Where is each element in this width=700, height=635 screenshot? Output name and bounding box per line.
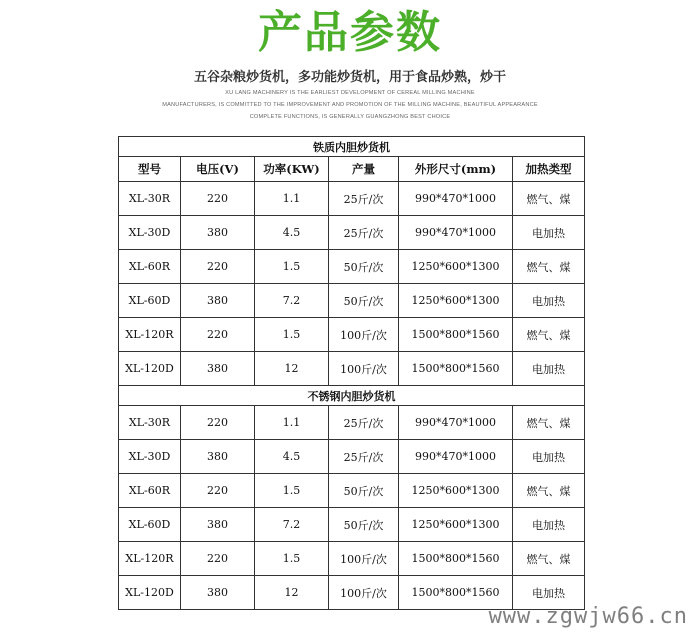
table-cell: 电加热 bbox=[513, 508, 585, 542]
table-cell: 电加热 bbox=[513, 216, 585, 250]
table-cell: 50斤/次 bbox=[329, 284, 399, 318]
table-cell: 电加热 bbox=[513, 284, 585, 318]
table-cell: 燃气、煤 bbox=[513, 474, 585, 508]
table-cell: 100斤/次 bbox=[329, 318, 399, 352]
table-cell: 380 bbox=[181, 508, 255, 542]
table-cell: 电加热 bbox=[513, 352, 585, 386]
table-row bbox=[119, 284, 585, 318]
header-row bbox=[119, 157, 585, 182]
table-cell: 220 bbox=[181, 406, 255, 440]
table-cell: 1250*600*1300 bbox=[399, 474, 513, 508]
table-cell: 电加热 bbox=[513, 576, 585, 610]
column-header: 外形尺寸(mm) bbox=[399, 157, 513, 182]
table-cell: 50斤/次 bbox=[329, 250, 399, 284]
table-cell: XL-60D bbox=[119, 284, 181, 318]
table-cell: 25斤/次 bbox=[329, 182, 399, 216]
table-cell: XL-30R bbox=[119, 182, 181, 216]
table-cell: 100斤/次 bbox=[329, 352, 399, 386]
column-header: 电压(V) bbox=[181, 157, 255, 182]
table-cell: 25斤/次 bbox=[329, 216, 399, 250]
table-cell: 990*470*1000 bbox=[399, 216, 513, 250]
table-cell: 50斤/次 bbox=[329, 474, 399, 508]
table-row bbox=[119, 508, 585, 542]
table-cell: 燃气、煤 bbox=[513, 182, 585, 216]
table-cell: XL-60R bbox=[119, 250, 181, 284]
english-line-2: MANUFACTURERS, IS COMMITTED TO THE IMPROVEMENT AND PROMOTION OF THE MILLING MACHINE, BEAUTIFUL APPEARANCE bbox=[162, 102, 538, 108]
table-row bbox=[119, 250, 585, 284]
column-header: 产量 bbox=[329, 157, 399, 182]
table-cell: 220 bbox=[181, 542, 255, 576]
table-cell: 25斤/次 bbox=[329, 440, 399, 474]
table-cell: 990*470*1000 bbox=[399, 440, 513, 474]
page-title: 产品参数 bbox=[258, 7, 442, 58]
table-row bbox=[119, 352, 585, 386]
section-title: 不锈钢内胆炒货机 bbox=[119, 386, 585, 406]
table-cell: 燃气、煤 bbox=[513, 318, 585, 352]
table-cell: 1.1 bbox=[255, 406, 329, 440]
table-cell: 380 bbox=[181, 440, 255, 474]
section-title: 铁质内胆炒货机 bbox=[119, 137, 585, 157]
table-row bbox=[119, 318, 585, 352]
table-cell: 220 bbox=[181, 318, 255, 352]
table-cell: 100斤/次 bbox=[329, 542, 399, 576]
table-cell: 1.5 bbox=[255, 318, 329, 352]
table-cell: XL-30R bbox=[119, 406, 181, 440]
table-row bbox=[119, 542, 585, 576]
table-cell: 25斤/次 bbox=[329, 406, 399, 440]
table-cell: 100斤/次 bbox=[329, 576, 399, 610]
table-cell: 1500*800*1560 bbox=[399, 542, 513, 576]
table-cell: 220 bbox=[181, 474, 255, 508]
table-row bbox=[119, 406, 585, 440]
table-cell: 220 bbox=[181, 250, 255, 284]
table-cell: 1250*600*1300 bbox=[399, 250, 513, 284]
table-cell: 380 bbox=[181, 576, 255, 610]
table-cell: 990*470*1000 bbox=[399, 406, 513, 440]
table-cell: 1500*800*1560 bbox=[399, 318, 513, 352]
table-cell: XL-60R bbox=[119, 474, 181, 508]
table-cell: 12 bbox=[255, 576, 329, 610]
table-cell: XL-60D bbox=[119, 508, 181, 542]
spec-table bbox=[118, 136, 585, 610]
column-header: 型号 bbox=[119, 157, 181, 182]
table-cell: 燃气、煤 bbox=[513, 406, 585, 440]
english-line-3: COMPLETE FUNCTIONS, IS GENERALLY GUANGZHONG BEST CHOICE bbox=[249, 114, 451, 120]
column-header: 功率(KW) bbox=[255, 157, 329, 182]
table-cell: 1500*800*1560 bbox=[399, 576, 513, 610]
table-cell: XL-30D bbox=[119, 216, 181, 250]
table-cell: 1.5 bbox=[255, 474, 329, 508]
table-cell: 380 bbox=[181, 284, 255, 318]
table-cell: 380 bbox=[181, 216, 255, 250]
table-cell: 燃气、煤 bbox=[513, 250, 585, 284]
section-title-row bbox=[119, 137, 585, 157]
table-cell: 电加热 bbox=[513, 440, 585, 474]
table-cell: 220 bbox=[181, 182, 255, 216]
table-cell: 7.2 bbox=[255, 508, 329, 542]
table-cell: 1250*600*1300 bbox=[399, 284, 513, 318]
table-cell: 燃气、煤 bbox=[513, 542, 585, 576]
table-row bbox=[119, 182, 585, 216]
table-cell: 7.2 bbox=[255, 284, 329, 318]
table-cell: XL-120R bbox=[119, 318, 181, 352]
table-cell: 12 bbox=[255, 352, 329, 386]
table-cell: XL-120D bbox=[119, 576, 181, 610]
table-cell: XL-30D bbox=[119, 440, 181, 474]
table-row bbox=[119, 440, 585, 474]
table-cell: 50斤/次 bbox=[329, 508, 399, 542]
english-line-1: XU LANG MACHINERY IS THE EARLIEST DEVELOPMENT OF CEREAL MILLING MACHINE bbox=[225, 90, 475, 96]
table-cell: XL-120D bbox=[119, 352, 181, 386]
table-cell: 380 bbox=[181, 352, 255, 386]
page-subtitle: 五谷杂粮炒货机，多功能炒货机，用于食品炒熟，炒干 bbox=[193, 70, 506, 85]
table-cell: 1250*600*1300 bbox=[399, 508, 513, 542]
table-cell: 4.5 bbox=[255, 440, 329, 474]
table-row bbox=[119, 474, 585, 508]
table-cell: 1.5 bbox=[255, 542, 329, 576]
table-cell: 1.5 bbox=[255, 250, 329, 284]
watermark: www.zgwjw66.cn bbox=[488, 604, 688, 629]
table-cell: 990*470*1000 bbox=[399, 182, 513, 216]
table-cell: 1.1 bbox=[255, 182, 329, 216]
table-row bbox=[119, 216, 585, 250]
table-cell: XL-120R bbox=[119, 542, 181, 576]
section-title-row bbox=[119, 386, 585, 406]
table-cell: 1500*800*1560 bbox=[399, 352, 513, 386]
column-header: 加热类型 bbox=[513, 157, 585, 182]
table-cell: 4.5 bbox=[255, 216, 329, 250]
